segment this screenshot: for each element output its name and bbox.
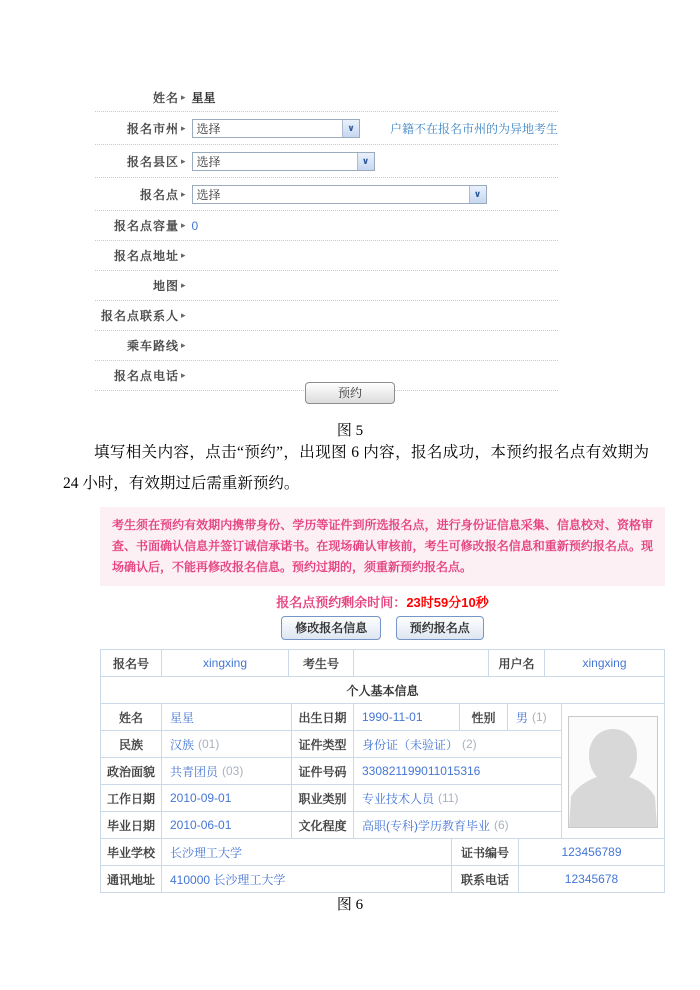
- form-row-city: [95, 112, 558, 145]
- education-value: 高职(专科)学历教育毕业 (6): [353, 812, 561, 838]
- reg-no-label: 报名号: [112, 656, 149, 671]
- figure6-result-panel: [100, 507, 665, 893]
- address-label: 通讯地址: [106, 872, 155, 887]
- photo-cell: [561, 704, 664, 838]
- work-date-value: 2010-09-01: [161, 785, 291, 811]
- form-row-address: [95, 241, 558, 271]
- id-type-value: 身份证（未验证） (2): [353, 731, 561, 757]
- form-row-contact: [95, 301, 558, 331]
- birth-value: 1990-11-01: [353, 704, 459, 730]
- id-type-code: (2): [462, 737, 477, 751]
- address-label: 报名点地址: [113, 249, 179, 263]
- contact-phone-value: 12345678: [518, 866, 664, 892]
- table-row-header: [101, 650, 664, 676]
- candidate-info-table: [100, 649, 665, 893]
- label-arrow-icon: ▸: [181, 370, 186, 380]
- table-row-school: [101, 838, 664, 865]
- occupation-label: 职业类别: [291, 785, 353, 811]
- label-arrow-icon: ▸: [181, 188, 186, 199]
- county-label: 报名县区: [126, 154, 179, 169]
- city-label: 报名市州: [126, 121, 179, 136]
- route-label: 乘车路线: [126, 339, 179, 353]
- form-row-map: [95, 271, 558, 301]
- political-code: (03): [222, 764, 244, 778]
- name-value: 星星: [161, 704, 291, 730]
- form-row-point: [95, 178, 558, 211]
- political-value: 共青团员 (03): [161, 758, 291, 784]
- work-date-label: 工作日期: [106, 791, 155, 806]
- point-label: 报名点: [139, 187, 179, 202]
- label-arrow-icon: ▸: [181, 310, 186, 320]
- notice-box: 考生须在预约有效期内携带身份、学历等证件到所选报名点，进行身份证信息采集、信息校对、资格审查、书面确认信息并签订诚信承诺书。在现场确认审核前，考生可修改报名信息和重新预约报名点。现场确认后，不能再修改报名信息。预约过期的，须重新预约报名点。: [100, 507, 665, 586]
- label-arrow-icon: ▸: [181, 340, 186, 350]
- form-row-capacity: [95, 211, 558, 241]
- address-value: 410000 长沙理工大学: [161, 866, 451, 892]
- chevron-down-icon[interactable]: ∨: [357, 153, 374, 170]
- label-arrow-icon: ▸: [181, 155, 186, 166]
- name-label: 姓名: [152, 91, 179, 105]
- chevron-down-icon[interactable]: ∨: [469, 186, 486, 203]
- label-arrow-icon: ▸: [181, 92, 186, 102]
- candidate-no-label: 考生号: [288, 650, 353, 676]
- school-label: 毕业学校: [106, 845, 155, 860]
- political-label: 政治面貌: [106, 764, 155, 779]
- username-value: xingxing: [544, 650, 664, 676]
- countdown-value: 23时59分10秒: [406, 595, 489, 610]
- photo-placeholder: [568, 716, 658, 828]
- countdown-line: [100, 592, 665, 611]
- reserve-point-button[interactable]: 预约报名点: [396, 616, 484, 640]
- cert-no-value: 123456789: [518, 839, 664, 865]
- city-select[interactable]: [192, 119, 360, 138]
- form-row-name: [95, 84, 558, 112]
- id-type-label: 证件类型: [291, 731, 353, 757]
- reg-no-value: xingxing: [161, 650, 288, 676]
- point-select-value: 选择: [196, 187, 221, 202]
- capacity-value: 0: [191, 218, 199, 233]
- contact-phone-label: 联系电话: [451, 866, 518, 892]
- birth-label: 出生日期: [291, 704, 353, 730]
- table-row-work-date: [101, 784, 561, 811]
- form-row-county: [95, 145, 558, 178]
- county-select[interactable]: [192, 152, 375, 171]
- ethnic-value: 汉族 (01): [161, 731, 291, 757]
- city-select-value: 选择: [196, 121, 221, 136]
- figure5-caption: 图 5: [336, 423, 364, 439]
- city-note: 户籍不在报名市州的为异地考生: [389, 121, 558, 136]
- username-label: 用户名: [488, 650, 544, 676]
- figure5-button-row: [0, 382, 700, 404]
- body-paragraph: 填写相关内容，点击“预约”，出现图 6 内容，报名成功，本预约报名点有效期为 24 小时，有效期过后需重新预约。: [63, 444, 649, 492]
- name-label: 姓名: [118, 710, 143, 725]
- person-silhouette-icon: [569, 719, 657, 827]
- phone-label: 报名点电话: [113, 369, 179, 383]
- figure5-registration-form: [95, 84, 558, 391]
- occupation-code: (11): [438, 791, 459, 805]
- contact-label: 报名点联系人: [100, 309, 179, 323]
- table-row-political: [101, 757, 561, 784]
- figure6-caption: 图 6: [336, 897, 364, 913]
- table-row-section-title: [101, 676, 664, 703]
- table-row-address: [101, 865, 664, 892]
- occupation-value: 专业技术人员 (11): [353, 785, 561, 811]
- figure6-button-row: [100, 616, 665, 640]
- map-label: 地图: [152, 279, 179, 293]
- gender-label: 性别: [459, 704, 507, 730]
- countdown-label: 报名点预约剩余时间：: [276, 595, 407, 610]
- table-row-grad-date: [101, 811, 561, 838]
- label-arrow-icon: ▸: [181, 220, 186, 230]
- name-value: 星星: [191, 91, 216, 105]
- section-title: 个人基本信息: [346, 683, 419, 698]
- label-arrow-icon: ▸: [181, 250, 186, 260]
- gender-value: 男 (1): [507, 704, 561, 730]
- education-label: 文化程度: [291, 812, 353, 838]
- point-select[interactable]: [192, 185, 487, 204]
- grad-date-label: 毕业日期: [106, 818, 155, 833]
- modify-info-button[interactable]: 修改报名信息: [281, 616, 381, 640]
- table-mid-section: [101, 703, 664, 838]
- cert-no-label: 证书编号: [451, 839, 518, 865]
- county-select-value: 选择: [196, 154, 221, 169]
- ethnic-code: (01): [198, 737, 220, 751]
- label-arrow-icon: ▸: [181, 122, 186, 133]
- education-code: (6): [494, 818, 509, 832]
- table-row-ethnic: [101, 730, 561, 757]
- id-number-value: 330821199011015316: [353, 758, 561, 784]
- grad-date-value: 2010-06-01: [161, 812, 291, 838]
- capacity-label: 报名点容量: [113, 219, 179, 233]
- gender-code: (1): [532, 710, 547, 724]
- school-value: 长沙理工大学: [161, 839, 451, 865]
- id-number-label: 证件号码: [291, 758, 353, 784]
- ethnic-label: 民族: [118, 737, 143, 752]
- chevron-down-icon[interactable]: ∨: [342, 120, 359, 137]
- form-row-route: [95, 331, 558, 361]
- table-row-name: [101, 704, 561, 730]
- reserve-button[interactable]: 预约: [305, 382, 395, 404]
- label-arrow-icon: ▸: [181, 280, 186, 290]
- candidate-no-value: [353, 650, 488, 676]
